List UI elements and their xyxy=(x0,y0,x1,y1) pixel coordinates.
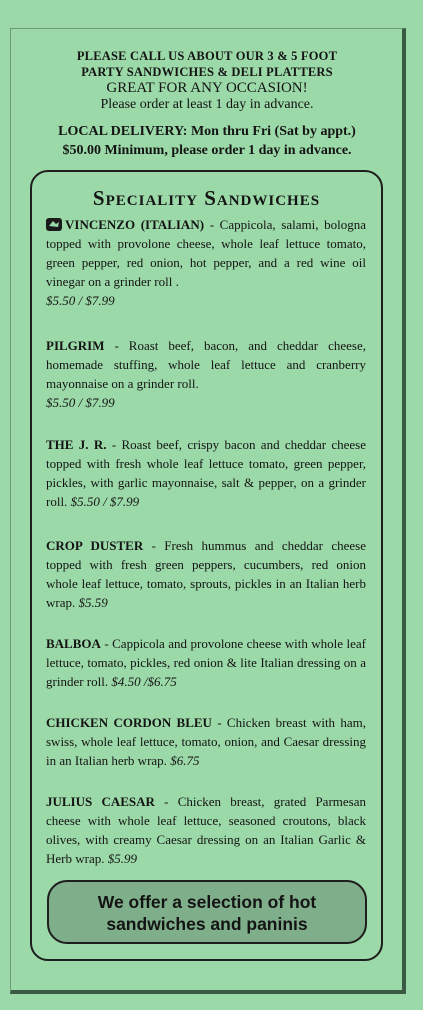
item-name: BALBOA xyxy=(46,636,101,651)
item-price: $5.99 xyxy=(107,851,137,866)
item-description: - Roast beef, crispy bacon and cheddar cheese topped with fresh whole leaf lettuce tomato, green pepper, pickles, with garlic mayonnaise, salt & pepper, on a grinder roll. xyxy=(46,437,367,509)
item-price: $5.50 / $7.99 xyxy=(46,293,115,308)
item-price: $5.50 / $7.99 xyxy=(70,494,140,509)
menu-item-vincenzo xyxy=(46,215,366,310)
item-name: PILGRIM xyxy=(46,338,105,353)
menu-item-crop-duster xyxy=(46,536,366,612)
item-description: - Fresh hummus and cheddar cheese topped with fresh green peppers, cucumbers, red onion whole leaf lettuce, tomato, sprouts, pickles in an Italian herb wrap. xyxy=(46,538,366,610)
item-description: - Chicken breast with ham, swiss, whole leaf lettuce, tomato, onion, and Caesar dressing in an Italian herb wrap. xyxy=(46,715,367,768)
menu-item-pilgrim xyxy=(46,336,366,412)
item-price: $4.50 /$6.75 xyxy=(111,674,177,689)
menu-item-julius-caesar xyxy=(46,792,366,868)
item-name: CROP DUSTER xyxy=(46,538,144,553)
bird-logo-icon xyxy=(46,217,62,230)
item-name: JULIUS CAESAR xyxy=(46,794,155,809)
menu-item-balboa xyxy=(46,634,366,691)
item-price: $5.59 xyxy=(78,595,108,610)
delivery-line-2: $50.00 Minimum, please order 1 day in advance. xyxy=(62,143,352,158)
item-description: - Cappicola and provolone cheese with whole leaf lettuce, tomato, pickles, red onion & lite Italian dressing on a grinder roll. xyxy=(46,636,366,689)
item-description: - Chicken breast, grated Parmesan cheese with whole leaf lettuce, seasoned croutons, black olives, with creamy Caesar dressing on an Italian Garlic & Herb wrap. xyxy=(46,794,366,866)
menu-item-chicken-cordon-bleu xyxy=(46,713,366,770)
party-line-2: PARTY SANDWICHES & DELI PLATTERS xyxy=(81,65,333,79)
item-description: - Roast beef, bacon, and cheddar cheese, homemade stuffing, whole leaf lettuce and cranberry mayonnaise on a grinder roll. xyxy=(46,338,366,391)
menu-item-the-jr xyxy=(46,435,366,511)
great-occasion: GREAT FOR ANY OCCASION! xyxy=(106,80,308,96)
section-title: Speciality Sandwiches xyxy=(92,186,321,210)
advance-note: Please order at least 1 day in advance. xyxy=(100,97,314,112)
item-price: $5.50 / $7.99 xyxy=(46,395,115,410)
header-block xyxy=(22,48,392,160)
offer-line-2: sandwiches and paninis xyxy=(106,914,308,934)
item-description: - Cappicola, salami, bologna topped with provolone cheese, whole leaf lettuce tomato, green pepper, red onion, hot pepper, and a red wine oil vinegar on a grinder roll . xyxy=(46,217,366,289)
item-name: VINCENZO (ITALIAN) xyxy=(65,217,205,232)
item-name: CHICKEN CORDON BLEU xyxy=(46,715,212,730)
party-line-1: PLEASE CALL US ABOUT OUR 3 & 5 FOOT xyxy=(76,49,338,63)
item-name: THE J. R. xyxy=(46,437,107,452)
hot-sandwiches-banner xyxy=(47,880,367,944)
delivery-line-1: LOCAL DELIVERY: Mon thru Fri (Sat by appt.) xyxy=(58,124,356,139)
item-price: $6.75 xyxy=(170,753,200,768)
offer-line-1: We offer a selection of hot xyxy=(97,892,317,912)
